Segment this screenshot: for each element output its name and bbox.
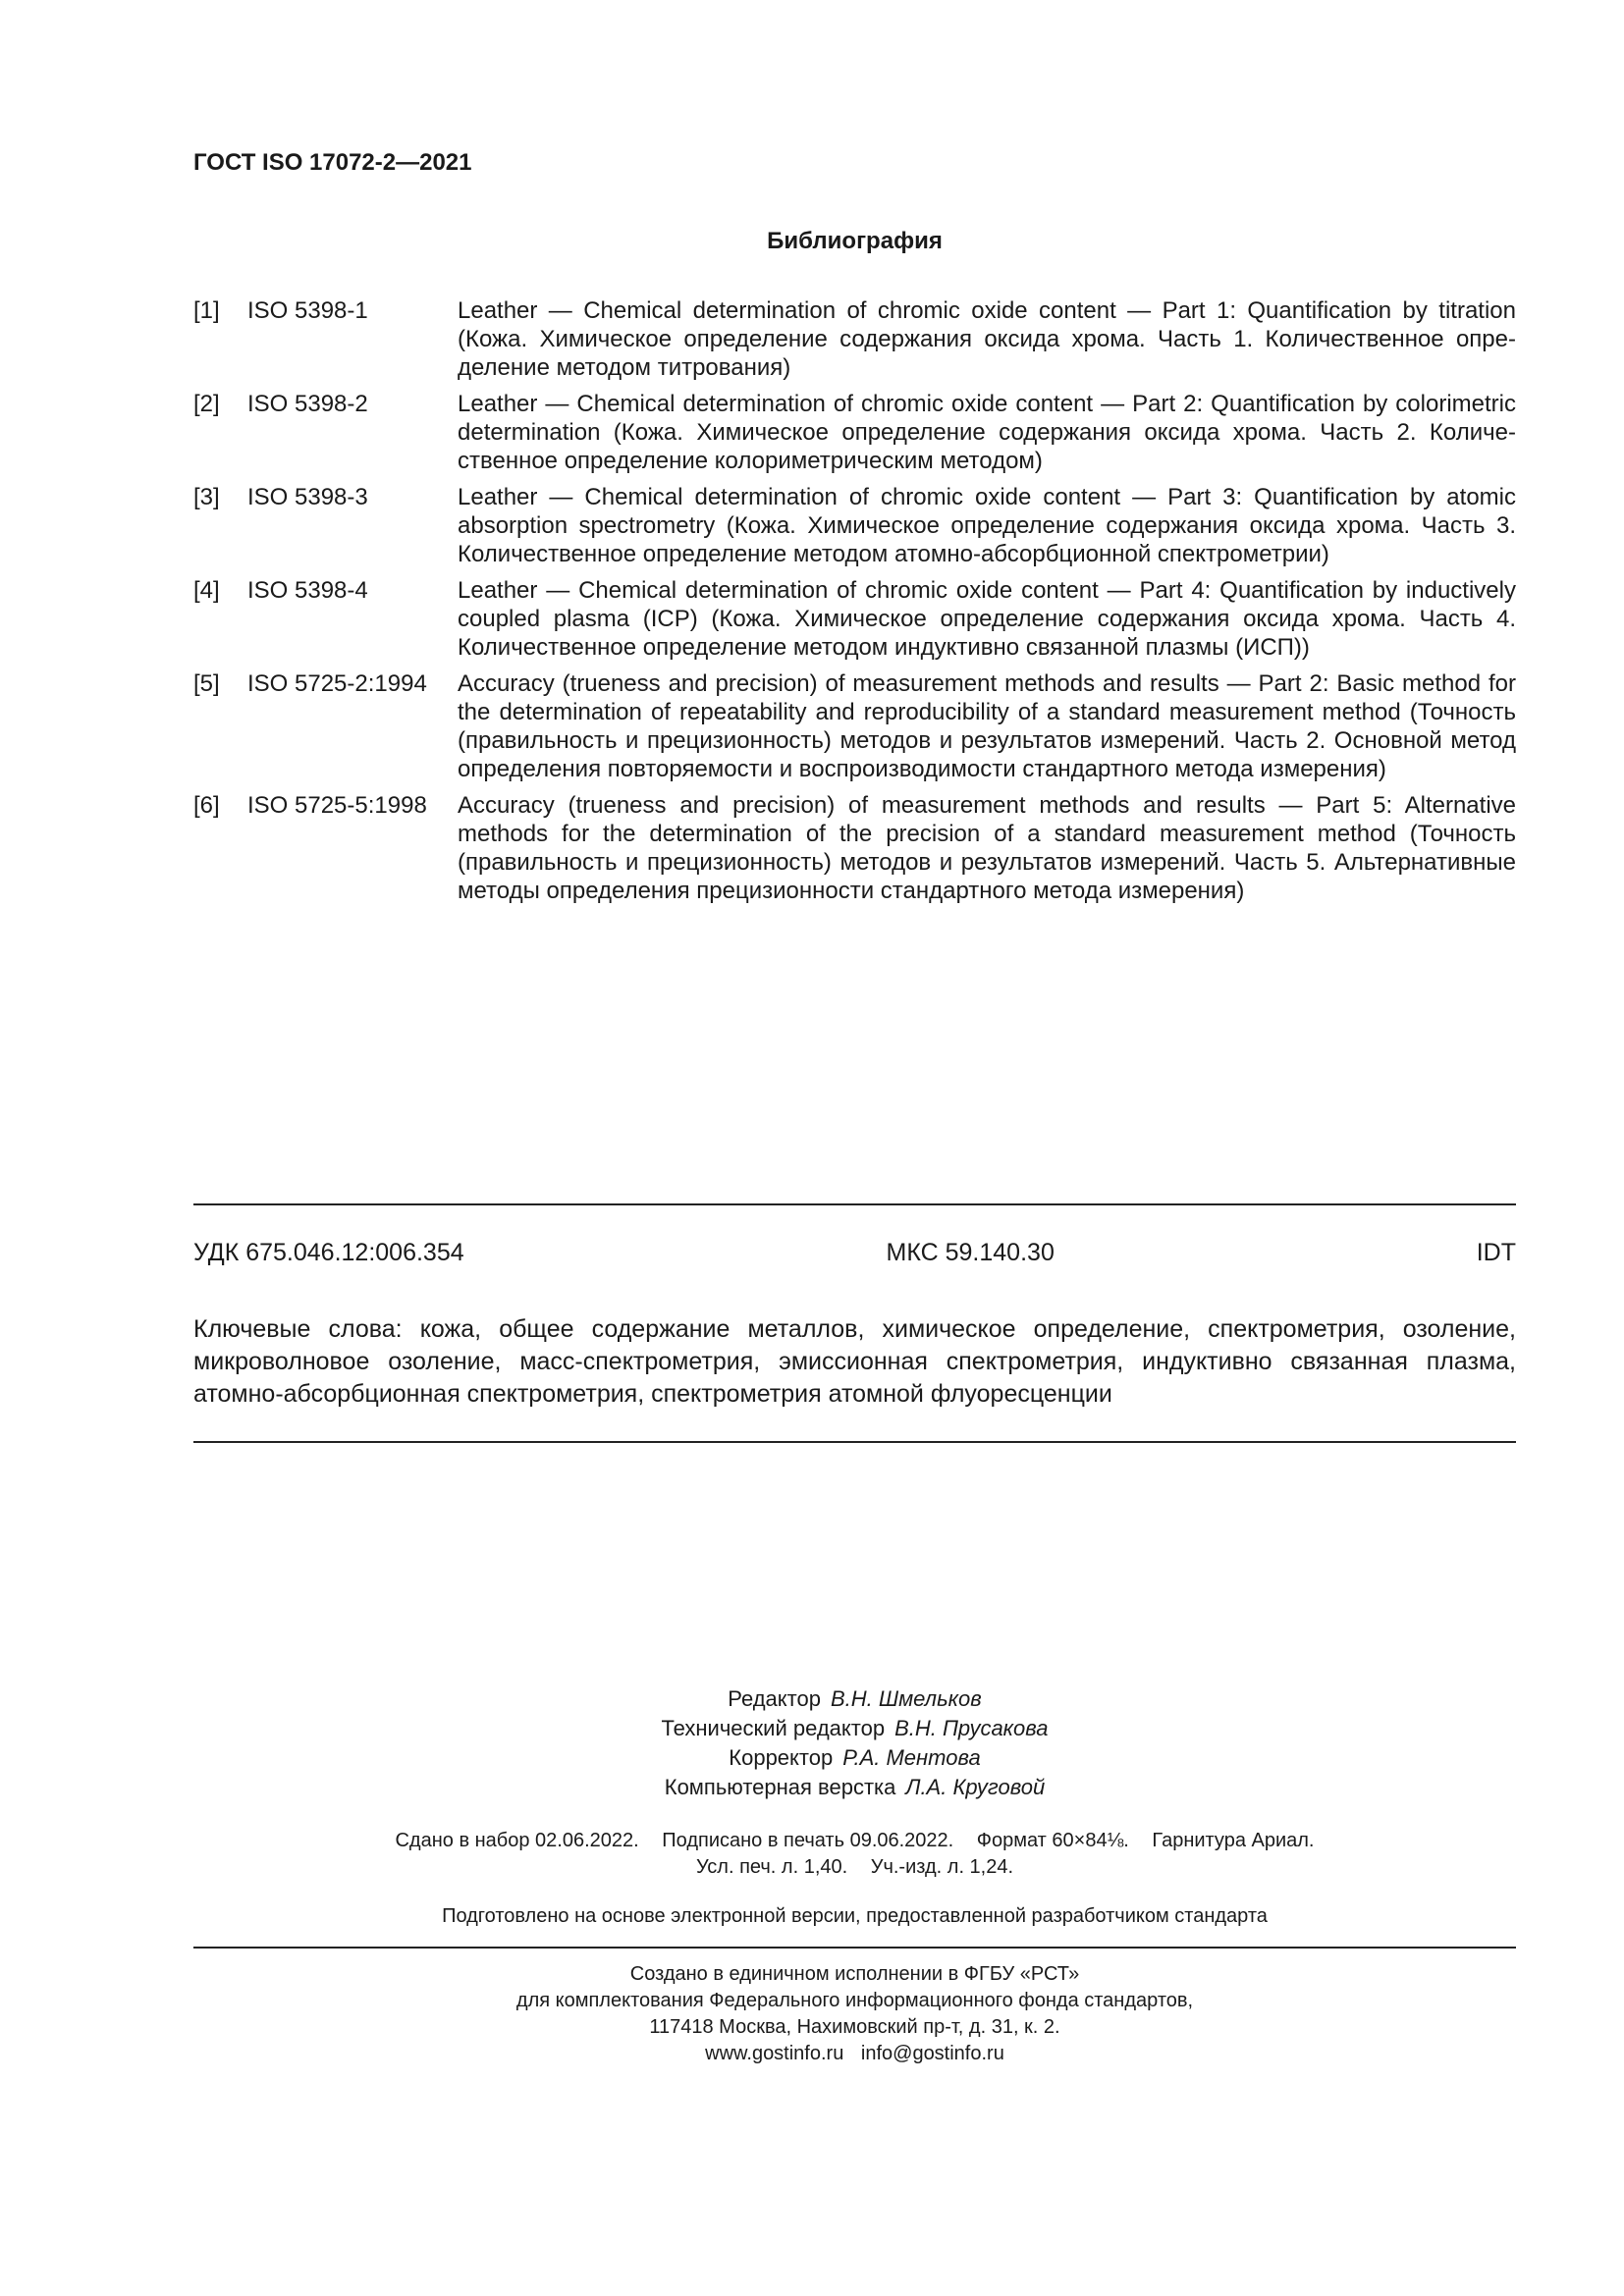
credit-role: Редактор: [728, 1686, 821, 1711]
entry-number: [6]: [193, 792, 220, 819]
publishing-sheets: Уч.-изд. л. 1,24.: [870, 1856, 1014, 1878]
credit-name: В.Н. Прусакова: [894, 1716, 1049, 1740]
udc-code: УДК 675.046.12:006.354: [193, 1239, 464, 1266]
bibliography-entry: [193, 576, 1516, 662]
entry-title: Accuracy (trueness and precision) of measurement methods and results — Part 5: Alternative methods for the determination of the precision of a standard measurement method (Точность (правильность и прецизионность) методов и результатов измерений. Часть 5. Альтернативные методы определения прецизионности стандартного метода измерения): [458, 792, 1516, 904]
entry-number: [3]: [193, 484, 220, 510]
divider: [193, 1441, 1516, 1443]
entry-number: [2]: [193, 391, 220, 417]
publisher-links: [193, 2041, 1516, 2067]
publisher-address: 117418 Москва, Нахимовский пр-т, д. 31, к. 2.: [649, 2016, 1060, 2038]
divider: [193, 1203, 1516, 1205]
credit-name: В.Н. Шмельков: [830, 1686, 982, 1711]
entry-title: Leather — Chemical determination of chromic oxide content — Part 4: Quantification by inductively coupled plasma (ICP) (Кожа. Химическое определение содержания оксида хрома. Часть 4. Количественное определение методом индуктивно связанной плазмы (ИСП)): [458, 577, 1516, 661]
credit-line: [193, 1684, 1516, 1714]
entry-title: Leather — Chemical determination of chromic oxide content — Part 3: Quantification by atomic absorption spectrometry (Кожа. Химическое определение содержания оксида хрома. Часть 3. Количественное определение методом атомно-абсорбционной спектрометрии): [458, 484, 1516, 567]
entry-standard-code: ISO 5398-4: [247, 577, 368, 604]
prepared-note: Подготовлено на основе электронной версии, предоставленной разработчиком стандарта: [442, 1905, 1268, 1927]
email-link[interactable]: info@gostinfo.ru: [860, 2043, 1004, 2064]
entry-title: Leather — Chemical determination of chromic oxide content — Part 1: Quantification by titration (Кожа. Химическое определение содержания оксида хрома. Часть 1. Количественное определение методом титрования): [458, 297, 1516, 381]
entry-number: [4]: [193, 577, 220, 604]
divider: [193, 1947, 1516, 1949]
print-date: Подписано в печать 09.06.2022.: [662, 1830, 954, 1851]
bibliography-title: Библиография: [767, 228, 943, 254]
bibliography-entry: [193, 483, 1516, 568]
degree-of-correspondence: IDT: [1476, 1239, 1516, 1266]
bibliography-entry: [193, 296, 1516, 382]
print-info: [193, 1828, 1516, 1881]
credit-line: [193, 1714, 1516, 1743]
publisher-block: [193, 1961, 1516, 2067]
bibliography-entry: [193, 791, 1516, 905]
credit-role: Корректор: [729, 1745, 834, 1770]
bibliography-entry: [193, 669, 1516, 783]
entry-standard-code: ISO 5398-1: [247, 297, 368, 324]
entry-number: [5]: [193, 670, 220, 697]
bibliography-list: [193, 296, 1516, 913]
mks-code: МКС 59.140.30: [886, 1239, 1055, 1266]
credit-line: [193, 1773, 1516, 1802]
bibliography-entry: [193, 390, 1516, 475]
credit-role: Технический редактор: [661, 1716, 886, 1740]
entry-standard-code: ISO 5725-2:1994: [247, 670, 427, 697]
credit-line: [193, 1743, 1516, 1773]
print-info-line: [193, 1828, 1516, 1854]
website-link[interactable]: www.gostinfo.ru: [705, 2043, 844, 2064]
typeface: Гарнитура Ариал.: [1152, 1830, 1315, 1851]
entry-title: Accuracy (trueness and precision) of measurement methods and results — Part 2: Basic method for the determination of repeatability and reproducibility of a standard measurement method (Точность (правильность и прецизионность) методов и результатов измерений. Часть 2. Основной метод определения повторяемости и воспроизводимости стандартного метода измерения): [458, 670, 1516, 782]
keywords: Ключевые слова: кожа, общее содержание металлов, химическое определение, спектрометрия, озоление, микроволновое озоление, масс-спектрометрия, эмиссионная спектрометрия, индуктивно связанная плазма, атомно-абсорбционная спектрометрия, спектрометрия атомной флуоресценции: [193, 1315, 1516, 1408]
publisher-line: Создано в единичном исполнении в ФГБУ «РСТ»: [629, 1963, 1080, 1985]
entry-title: Leather — Chemical determination of chromic oxide content — Part 2: Quantification by colorimetric determination (Кожа. Химическое определение содержания оксида хрома. Часть 2. Количественное определение колориметрическим методом): [458, 391, 1516, 474]
credit-role: Компьютерная верстка: [664, 1775, 896, 1799]
classification-row: [193, 1239, 1516, 1267]
paper-format: Формат 60×84⅛.: [976, 1830, 1129, 1851]
credit-name: Р.А. Ментова: [842, 1745, 981, 1770]
entry-standard-code: ISO 5398-2: [247, 391, 368, 417]
credit-name: Л.А. Круговой: [905, 1775, 1046, 1799]
printed-sheets: Усл. печ. л. 1,40.: [695, 1856, 848, 1878]
typeset-date: Сдано в набор 02.06.2022.: [395, 1830, 639, 1851]
standard-code: ГОСТ ISO 17072-2—2021: [193, 149, 472, 176]
credits-block: [193, 1684, 1516, 1802]
print-info-line: [193, 1854, 1516, 1881]
publisher-line: для комплектования Федерального информационного фонда стандартов,: [515, 1990, 1194, 2011]
entry-number: [1]: [193, 297, 220, 324]
entry-standard-code: ISO 5725-5:1998: [247, 792, 427, 819]
entry-standard-code: ISO 5398-3: [247, 484, 368, 510]
